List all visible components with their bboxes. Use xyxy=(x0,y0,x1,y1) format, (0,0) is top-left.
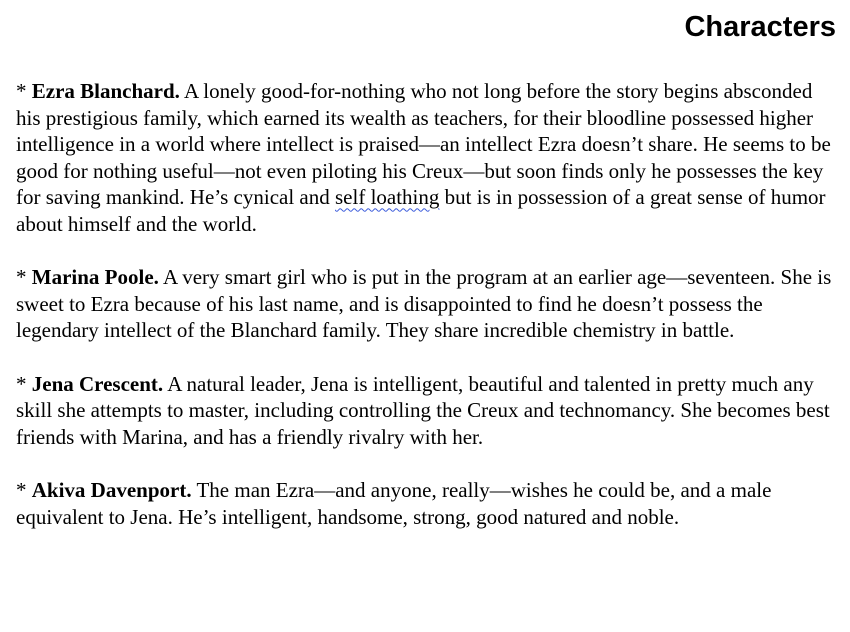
character-description: A lonely good-for-nothing who not long before the story begins absconded his prestigious family, which earned its wealth as teachers, for their bloodline possessed higher intelligence in a world where intellect is praised—an intellect Ezra doesn’t share. He seems to be good for nothing useful—not even piloting his Creux—but soon finds only he possesses the key for saving mankind. He’s cynical and xyxy=(16,79,831,210)
character-description: The man Ezra—and anyone, really—wishes he could be, and a male equivalent to Jena. He’s intelligent, handsome, strong, good natured and noble. xyxy=(16,477,772,529)
character-description: A very smart girl who is put in the program at an earlier age—seventeen. She is sweet to Ezra because of his last name, and is disappointed to find he doesn’t possess the legendary intellect of the Blanchard family. They share incredible chemistry in battle. xyxy=(16,265,832,343)
bullet: * xyxy=(16,79,27,103)
character-entry-akiva xyxy=(16,477,842,530)
bullet: * xyxy=(16,371,27,396)
character-name: Ezra Blanchard. xyxy=(31,79,180,103)
character-name: Jena Crescent. xyxy=(31,371,164,396)
spellcheck-flagged-word[interactable]: self loathing xyxy=(335,185,440,210)
bullet: * xyxy=(16,265,27,290)
character-description-end: but is in possession of a great sense of humor about himself and the world. xyxy=(16,185,826,236)
character-list xyxy=(16,78,842,530)
bullet: * xyxy=(16,477,27,502)
character-name: Marina Poole. xyxy=(31,265,159,290)
character-name: Akiva Davenport. xyxy=(31,477,192,502)
page-heading: Characters xyxy=(684,11,836,43)
character-entry-marina xyxy=(16,264,842,344)
character-entry-ezra xyxy=(16,78,842,238)
character-description: A natural leader, Jena is intelligent, beautiful and talented in pretty much any skill she attempts to master, including controlling the Creux and technomancy. She becomes best friends with Marina, and has a friendly rivalry with her. xyxy=(16,371,830,449)
character-entry-jena xyxy=(16,371,842,451)
